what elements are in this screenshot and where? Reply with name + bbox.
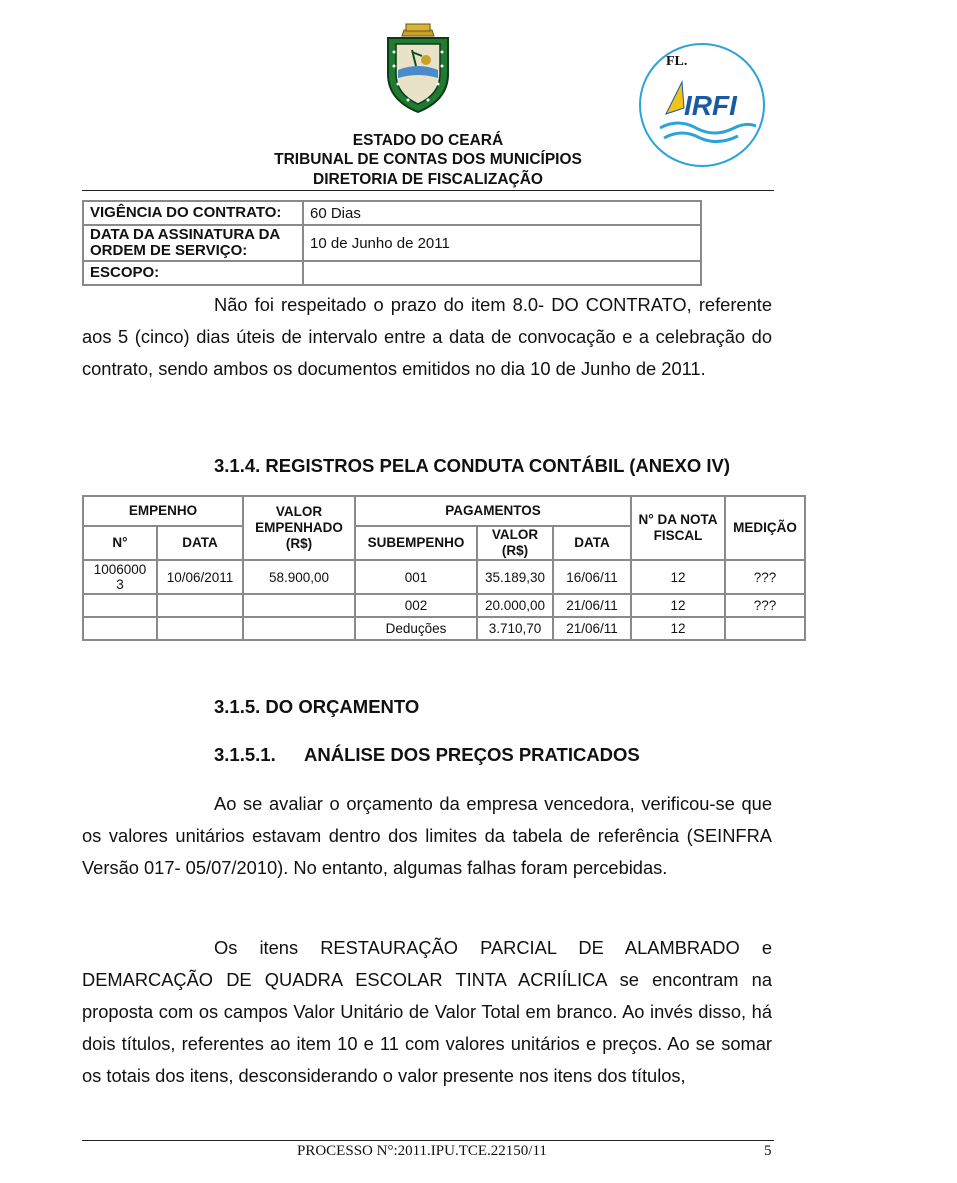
table-row <box>83 560 805 594</box>
state-coat-of-arms <box>382 22 454 114</box>
cell-subempenho: Deduções <box>355 617 477 640</box>
signature-date-value: 10 de Junho de 2011 <box>303 225 701 261</box>
cell-valor-empenhado <box>243 617 355 640</box>
cell-subempenho: 001 <box>355 560 477 594</box>
cell-medicao <box>725 617 805 640</box>
col-pagamentos: PAGAMENTOS <box>355 496 631 526</box>
col-data: DATA <box>157 526 243 560</box>
paragraph-items-issue: Os itens RESTAURAÇÃO PARCIAL DE ALAMBRADO e DEMARCAÇÃO DE QUADRA ESCOLAR TINTA ACRIÍLICA se encontram na proposta com os campos Valor Unitário de Valor Total em branco. Ao invés disso, há dois títulos, referentes ao item 10 e 11 com valores unitários e preços. Ao se somar os totais dos itens, desconsiderando o valor presente nos itens dos títulos, <box>82 937 772 1086</box>
table-row <box>83 201 701 225</box>
cell-numero <box>83 594 157 617</box>
cell-data: 10/06/2011 <box>157 560 243 594</box>
section-heading-3-1-5: 3.1.5. DO ORÇAMENTO <box>214 696 420 717</box>
cell-valor: 3.710,70 <box>477 617 553 640</box>
cell-nota: 12 <box>631 617 725 640</box>
table-row <box>83 617 805 640</box>
section-heading-3-1-4: 3.1.4. REGISTROS PELA CONDUTA CONTÁBIL (ANEXO IV) <box>214 455 730 476</box>
header-state: ESTADO DO CEARÁ <box>352 132 504 149</box>
col-numero: N° <box>83 526 157 560</box>
contract-term-label: VIGÊNCIA DO CONTRATO: <box>83 201 303 225</box>
cell-numero: 1006000 3 <box>83 560 157 594</box>
page-number: 5 <box>764 1143 772 1159</box>
cell-nota: 12 <box>631 594 725 617</box>
cell-subempenho: 002 <box>355 594 477 617</box>
col-valor-empenhado: VALOR EMPENHADO (R$) <box>243 496 355 560</box>
header-tribunal: TRIBUNAL DE CONTAS DOS MUNICÍPIOS <box>274 151 582 168</box>
footer-divider <box>82 1140 774 1141</box>
table-row <box>83 594 805 617</box>
col-medicao: MEDIÇÃO <box>725 496 805 560</box>
cell-data <box>157 594 243 617</box>
scope-value <box>303 261 701 285</box>
accounting-records-table <box>82 495 806 641</box>
table-header-row <box>83 496 805 526</box>
cell-data-pagamento: 21/06/11 <box>553 594 631 617</box>
paragraph-contract-deadline: Não foi respeitado o prazo do item 8.0- DO CONTRATO, referente aos 5 (cinco) dias úteis de intervalo entre a data de convocação e a celebração do contrato, sendo ambos os documentos emitidos no dia 10 de Junho de 2011. <box>82 294 772 379</box>
cell-medicao: ??? <box>725 594 805 617</box>
table-row <box>83 225 701 261</box>
header-directorate: DIRETORIA DE FISCALIZAÇÃO <box>313 171 543 188</box>
stamp-logo-text: IRFI <box>684 90 737 121</box>
scope-label: ESCOPO: <box>83 261 303 285</box>
signature-date-label: DATA DA ASSINATURA DA ORDEM DE SERVIÇO: <box>83 225 303 261</box>
cell-data <box>157 617 243 640</box>
cell-nota: 12 <box>631 560 725 594</box>
col-empenho: EMPENHO <box>83 496 243 526</box>
cell-valor: 35.189,30 <box>477 560 553 594</box>
paragraph-budget-analysis: Ao se avaliar o orçamento da empresa vencedora, verificou-se que os valores unitários estavam dentro dos limites da tabela de referência (SEINFRA Versão 017- 05/07/2010). No entanto, algumas falhas foram percebidas. <box>82 793 772 878</box>
contract-term-value: 60 Dias <box>303 201 701 225</box>
cell-valor: 20.000,00 <box>477 594 553 617</box>
col-nota-fiscal: N° DA NOTA FISCAL <box>631 496 725 560</box>
cell-numero <box>83 617 157 640</box>
header-divider <box>82 190 774 191</box>
cell-data-pagamento: 21/06/11 <box>553 617 631 640</box>
footer-process-number: PROCESSO N°:2011.IPU.TCE.22150/11 <box>297 1143 547 1159</box>
col-valor: VALOR (R$) <box>477 526 553 560</box>
stamp-label: FL. <box>666 54 688 69</box>
cell-medicao: ??? <box>725 560 805 594</box>
cell-valor-empenhado <box>243 594 355 617</box>
table-row <box>83 261 701 285</box>
col-subempenho: SUBEMPENHO <box>355 526 477 560</box>
section-number-3-1-5-1: 3.1.5.1. <box>214 744 276 765</box>
col-data-pagamento: DATA <box>553 526 631 560</box>
cell-data-pagamento: 16/06/11 <box>553 560 631 594</box>
contract-info-table <box>82 200 702 286</box>
cell-valor-empenhado: 58.900,00 <box>243 560 355 594</box>
section-title-3-1-5-1: ANÁLISE DOS PREÇOS PRATICADOS <box>304 744 640 765</box>
